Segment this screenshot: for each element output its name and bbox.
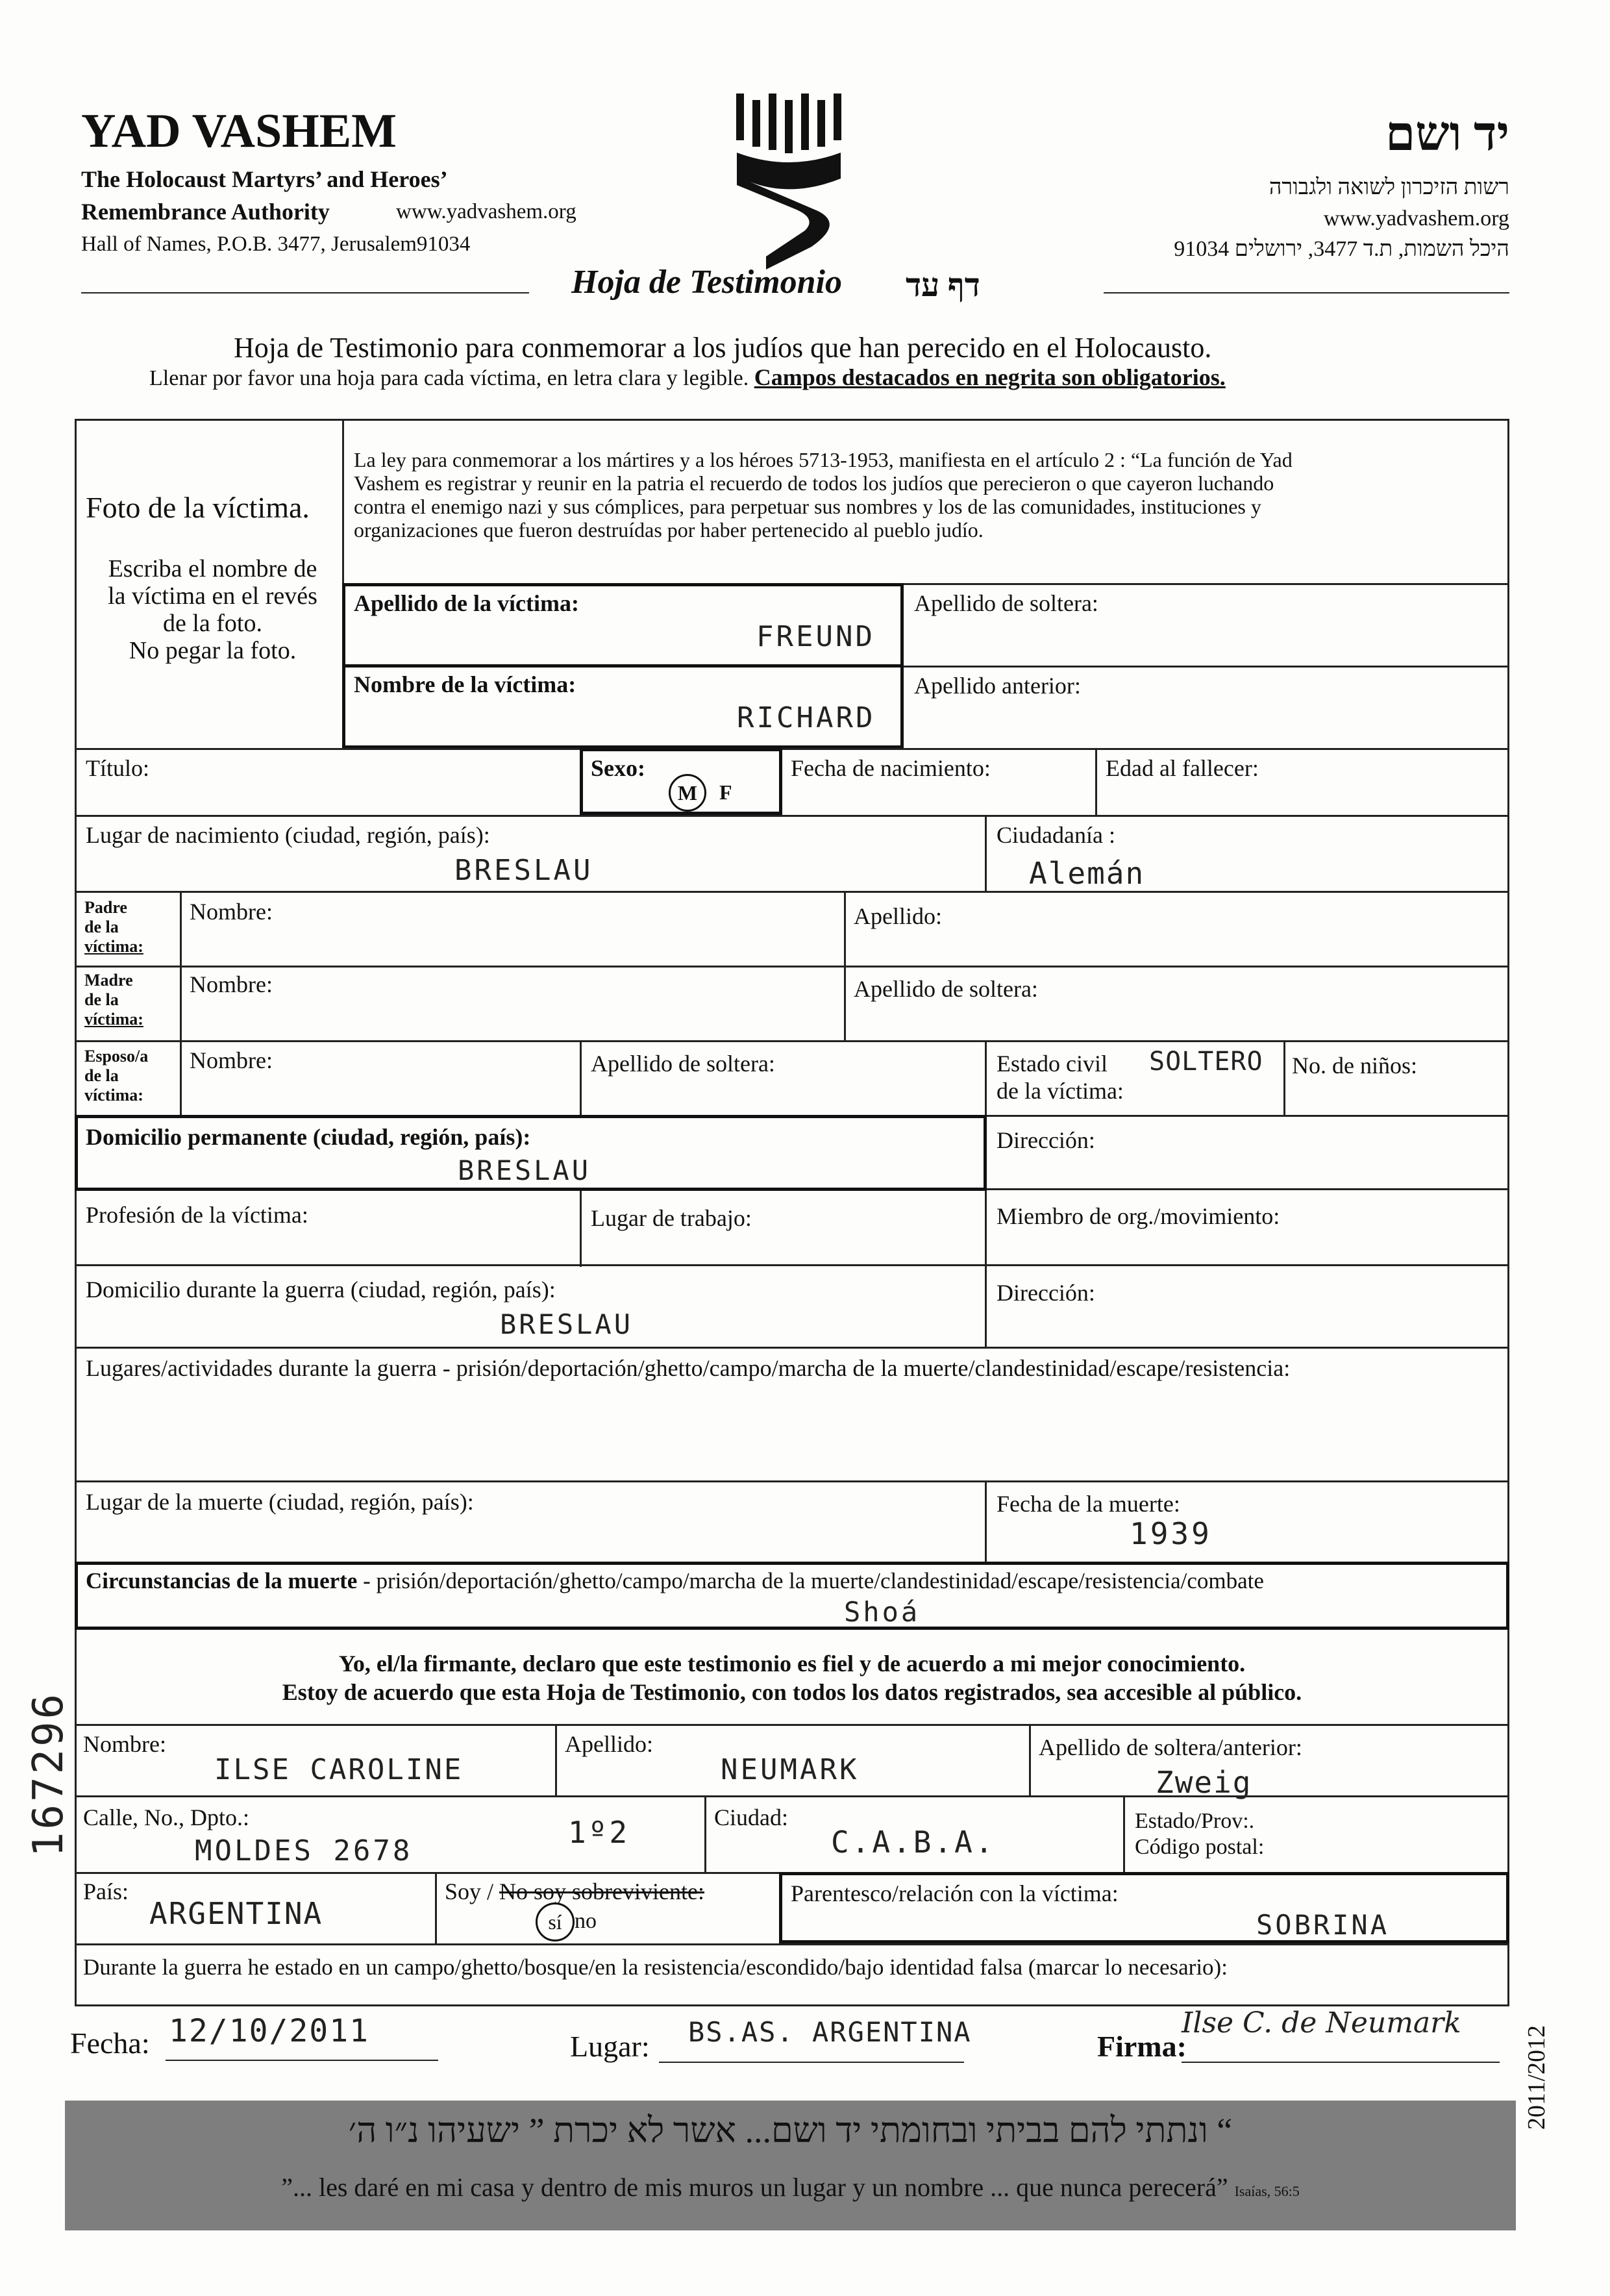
survivor-label	[445, 1878, 704, 1905]
victim-previous-label: Apellido anterior:	[914, 673, 1081, 699]
wartime-note: Durante la guerra he estado en un campo/ghetto/bosque/en la resistencia/escondido/bajo identidad falsa (marcar lo necesario):	[83, 1954, 1228, 1980]
org-subtitle-2: Remembrance Authority	[81, 199, 330, 225]
address-label: Dirección:	[997, 1127, 1095, 1153]
father-label-3: víctima:	[84, 937, 143, 956]
relation-value: SOBRINA	[1256, 1909, 1390, 1941]
father-label-1: Padre	[84, 898, 127, 917]
relation-label: Parentesco/relación con la víctima:	[791, 1880, 1119, 1906]
form-title-hebrew: דף עד	[906, 267, 980, 303]
survivor-yes-text: sí	[548, 1910, 562, 1934]
permanent-residence-label: Domicilio permanente (ciudad, región, país):	[86, 1124, 531, 1150]
footer-hebrew-quote: “ ונתתי להם בביתי ובחומתי יד ושם... אשר לא יכרת ” ישעיהו נ״ו ה׳	[348, 2111, 1233, 2150]
law-text	[354, 448, 1503, 542]
survivor-yes-option[interactable]	[536, 1903, 575, 1941]
member-label: Miembro de org./movimiento:	[997, 1203, 1280, 1229]
circumstances-label-rest: - prisión/deportación/ghetto/campo/marcha de la muerte/clandestinidad/escape/resistencia/combate	[357, 1568, 1264, 1593]
declaration-line-2: Estoy de acuerdo que esta Hoja de Testimonio, con todos los datos registrados, sea accesible al público.	[282, 1679, 1302, 1705]
hebrew-website: www.yadvashem.org	[1323, 206, 1509, 231]
victim-firstname-label: Nombre de la víctima:	[354, 671, 576, 697]
date-label: Fecha:	[70, 2027, 150, 2060]
circumstances-value: Shoá	[844, 1596, 921, 1628]
hebrew-title: יד ושם	[1385, 108, 1509, 161]
father-surname-label: Apellido:	[854, 903, 942, 929]
submitter-name-value: ILSE CAROLINE	[214, 1753, 464, 1786]
death-date-value: 1939	[1130, 1516, 1212, 1551]
form-title: Hoja de Testimonio	[571, 264, 842, 301]
declaration-text	[75, 1649, 1509, 1706]
law-line-1: La ley para conmemorar a los mártires y a los héroes 5713-1953, manifiesta en el artículo 2 : “La función de Yad	[354, 448, 1293, 471]
law-line-4: organizaciones que fueron destruídas por haber pertenecido al pueblo judío.	[354, 518, 984, 542]
death-place-label: Lugar de la muerte (ciudad, región, país):	[86, 1489, 474, 1515]
war-residence-value: BRESLAU	[500, 1308, 634, 1340]
victim-surname-value: FREUND	[756, 620, 875, 653]
death-date-label: Fecha de la muerte:	[997, 1491, 1180, 1517]
father-name-label: Nombre:	[190, 899, 273, 925]
mother-label-3: víctima:	[84, 1010, 143, 1029]
spouse-name-label: Nombre:	[190, 1047, 273, 1073]
war-address-label: Dirección:	[997, 1280, 1095, 1306]
org-website: www.yadvashem.org	[396, 200, 576, 223]
civil-status-value: SOLTERO	[1149, 1047, 1263, 1077]
victim-sex-label: Sexo:	[591, 755, 645, 781]
spouse-label	[84, 1047, 148, 1105]
father-label	[84, 898, 143, 956]
intro-line-2-text: Llenar por favor una hoja para cada víctima, en letra clara y legible.	[149, 366, 749, 390]
law-line-3: contra el enemigo nazi y sus cómplices, para perpetuar sus nombres y los de las comunidades, instituciones y	[354, 495, 1261, 518]
photo-title: Foto de la víctima.	[86, 491, 310, 524]
street-label: Calle, No., Dpto.:	[83, 1804, 249, 1830]
place-label: Lugar:	[570, 2030, 650, 2063]
submitter-name-label: Nombre:	[83, 1731, 166, 1757]
footer-spanish-quote	[65, 2172, 1516, 2202]
civil-status-label-1: Estado civil	[997, 1051, 1108, 1077]
margin-number: 167296	[25, 1691, 73, 1857]
submitter-maiden-value: Zweig	[1156, 1765, 1252, 1800]
victim-maiden-label: Apellido de soltera:	[914, 590, 1098, 616]
hebrew-address: היכל השמות, ת.ד 3477, ירושלים 91034	[1174, 237, 1509, 261]
sex-m-option[interactable]	[669, 774, 706, 812]
signature-label: Firma:	[1097, 2030, 1187, 2063]
father-label-2: de la	[84, 917, 119, 936]
city-label: Ciudad:	[714, 1804, 788, 1830]
country-label: País:	[83, 1878, 129, 1904]
spouse-maiden-label: Apellido de soltera:	[591, 1051, 775, 1077]
org-title: YAD VASHEM	[81, 105, 397, 158]
state-label: Estado/Prov:.	[1135, 1809, 1255, 1833]
spouse-label-3: víctima:	[84, 1086, 143, 1104]
intro-line-2-required: Campos destacados en negrita son obligatorios.	[754, 364, 1226, 390]
yad-vashem-logo	[727, 91, 850, 273]
victim-firstname-value: RICHARD	[737, 701, 876, 734]
sex-f-option[interactable]: F	[719, 780, 732, 804]
law-line-2: Vashem es registrar y reunir en la patria el recuerdo de todos los judíos que perecieron o que cayeron luchando	[354, 471, 1274, 495]
footer-citation: Isaías, 56:5	[1234, 2183, 1300, 2199]
photo-note-2: la víctima en el revés	[108, 582, 317, 610]
photo-note-1: Escriba el nombre de	[108, 555, 317, 582]
footer-spanish-text: ”... les daré en mi casa y dentro de mis muros un lugar y un nombre ... que nunca perecerá”	[281, 2173, 1228, 2202]
mother-maiden-label: Apellido de soltera:	[854, 976, 1038, 1002]
date-value: 12/10/2011	[169, 2013, 369, 2049]
signature-value: Ilse C. de Neumark	[1182, 2006, 1461, 2040]
survivor-label-strike: No soy sobreviviente:	[499, 1878, 704, 1904]
permanent-residence-value: BRESLAU	[458, 1154, 591, 1186]
circumstances-label	[86, 1568, 1264, 1594]
photo-note-3: de la foto.	[162, 610, 262, 637]
apartment-value: 1º2	[568, 1815, 630, 1850]
victim-surname-label: Apellido de la víctima:	[354, 590, 579, 616]
civil-status-label	[997, 1050, 1124, 1104]
birth-date-label: Fecha de nacimiento:	[791, 755, 991, 781]
workplace-label: Lugar de trabajo:	[591, 1205, 752, 1231]
photo-note	[88, 555, 338, 664]
mother-label	[84, 971, 143, 1029]
org-address: Hall of Names, P.O.B. 3477, Jerusalem91034	[81, 232, 471, 256]
mother-name-label: Nombre:	[190, 971, 273, 997]
victim-title-label: Título:	[86, 755, 149, 781]
sex-m-text: M	[677, 781, 698, 805]
declaration-line-1: Yo, el/la firmante, declaro que este testimonio es fiel y de acuerdo a mi mejor conocimiento.	[338, 1651, 1246, 1677]
war-residence-label: Domicilio durante la guerra (ciudad, región, país):	[86, 1277, 556, 1303]
year-vertical: 2011/2012	[1523, 2025, 1550, 2130]
age-label: Edad al fallecer:	[1106, 755, 1259, 781]
street-value: MOLDES 2678	[195, 1834, 413, 1867]
state-postal-label	[1135, 1808, 1264, 1860]
mother-label-1: Madre	[84, 971, 133, 990]
civil-status-label-2: de la víctima:	[997, 1078, 1124, 1104]
submitter-surname-label: Apellido:	[565, 1731, 653, 1757]
hebrew-subtitle: רשות הזיכרון לשואה ולגבורה	[1269, 175, 1509, 199]
mother-label-2: de la	[84, 990, 119, 1009]
war-places-label: Lugares/actividades durante la guerra - prisión/deportación/ghetto/campo/marcha de la muerte/clandestinidad/escape/resistencia:	[86, 1355, 1291, 1381]
country-value: ARGENTINA	[149, 1896, 323, 1931]
spouse-label-1: Esposo/a	[84, 1047, 149, 1066]
city-value: C.A.B.A.	[831, 1825, 996, 1860]
intro-line-2	[149, 364, 1226, 391]
spouse-label-2: de la	[84, 1066, 119, 1085]
birthplace-value: BRESLAU	[454, 854, 593, 887]
org-subtitle-1: The Holocaust Martyrs’ and Heroes’	[81, 166, 448, 192]
circumstances-label-bold: Circunstancias de la muerte	[86, 1568, 358, 1593]
photo-note-4: No pegar la foto.	[129, 637, 297, 664]
citizenship-label: Ciudadanía :	[997, 822, 1115, 848]
birthplace-label: Lugar de nacimiento (ciudad, región, país):	[86, 822, 490, 848]
submitter-maiden-label: Apellido de soltera/anterior:	[1039, 1734, 1302, 1760]
survivor-label-1: Soy /	[445, 1878, 500, 1904]
intro-line-1: Hoja de Testimonio para conmemorar a los judíos que han perecido en el Holocausto.	[234, 332, 1212, 364]
survivor-no-option[interactable]: no	[575, 1909, 597, 1933]
citizenship-value: Alemán	[1029, 856, 1145, 891]
profession-label: Profesión de la víctima:	[86, 1202, 308, 1228]
submitter-surname-value: NEUMARK	[721, 1753, 860, 1786]
postal-label: Código postal:	[1135, 1835, 1265, 1859]
place-value: BS.AS. ARGENTINA	[688, 2016, 972, 2048]
children-label: No. de niños:	[1292, 1053, 1417, 1079]
